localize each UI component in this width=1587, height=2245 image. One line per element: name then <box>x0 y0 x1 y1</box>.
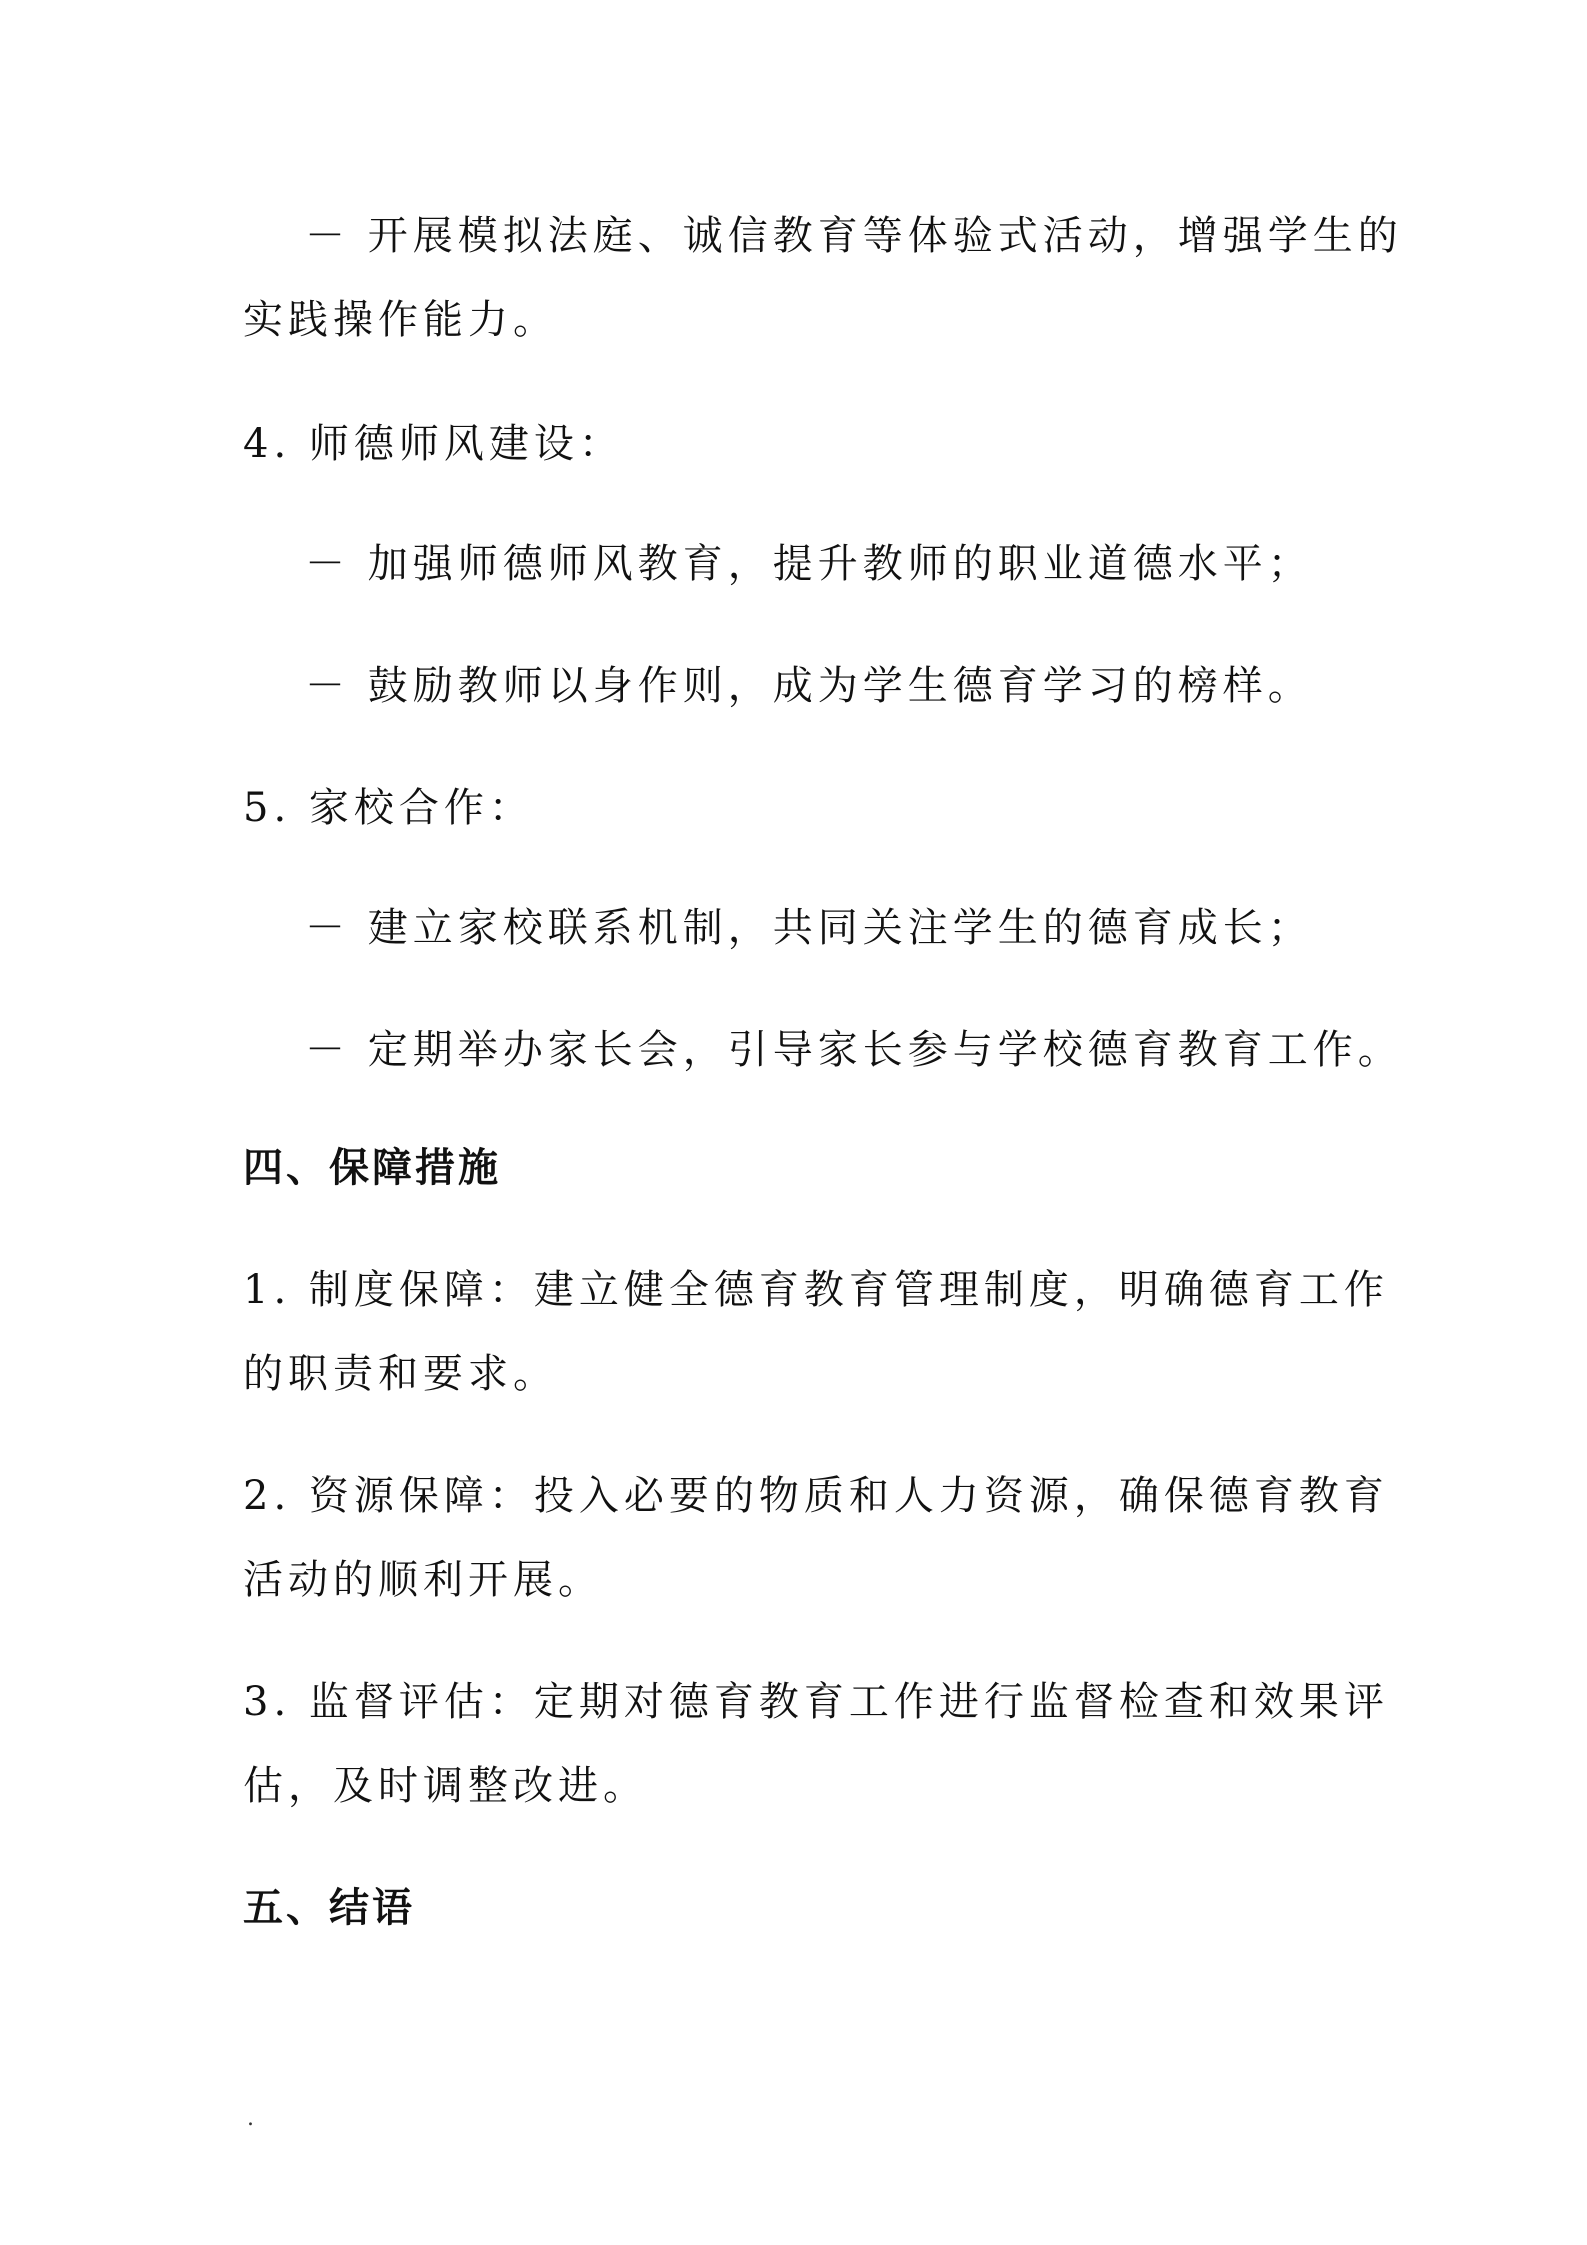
sub-item-ethics-education: － 加强师德师风教育，提升教师的职业道德水平； <box>305 541 1313 587</box>
section-heading-safeguards: 四、保障措施 <box>243 1145 501 1191</box>
list-item-teacher-ethics: 4. 师德师风建设： <box>243 421 624 467</box>
list-item-home-school: 5. 家校合作： <box>243 785 534 831</box>
safeguard-supervision-line-1: 3. 监督评估：定期对德育教育工作进行监督检查和效果评 <box>243 1679 1389 1725</box>
safeguard-system-line-2: 的职责和要求。 <box>243 1351 558 1397</box>
safeguard-supervision-line-2: 估，及时调整改进。 <box>243 1763 648 1809</box>
paragraph-line-activities-2: 实践操作能力。 <box>243 297 558 343</box>
safeguard-system-line-1: 1. 制度保障：建立健全德育教育管理制度，明确德育工作 <box>243 1267 1389 1313</box>
safeguard-resource-line-2: 活动的顺利开展。 <box>243 1557 603 1603</box>
safeguard-resource-line-1: 2. 资源保障：投入必要的物质和人力资源，确保德育教育 <box>243 1473 1389 1519</box>
sub-item-role-model: － 鼓励教师以身作则，成为学生德育学习的榜样。 <box>305 663 1313 709</box>
paragraph-line-activities-1: － 开展模拟法庭、诚信教育等体验式活动，增强学生的 <box>305 213 1403 259</box>
sub-item-parent-meeting: － 定期举办家长会，引导家长参与学校德育教育工作。 <box>305 1027 1403 1073</box>
sub-item-contact-mechanism: － 建立家校联系机制，共同关注学生的德育成长； <box>305 905 1313 951</box>
footer-dot: . <box>247 2106 254 2131</box>
section-heading-conclusion: 五、结语 <box>243 1885 415 1931</box>
